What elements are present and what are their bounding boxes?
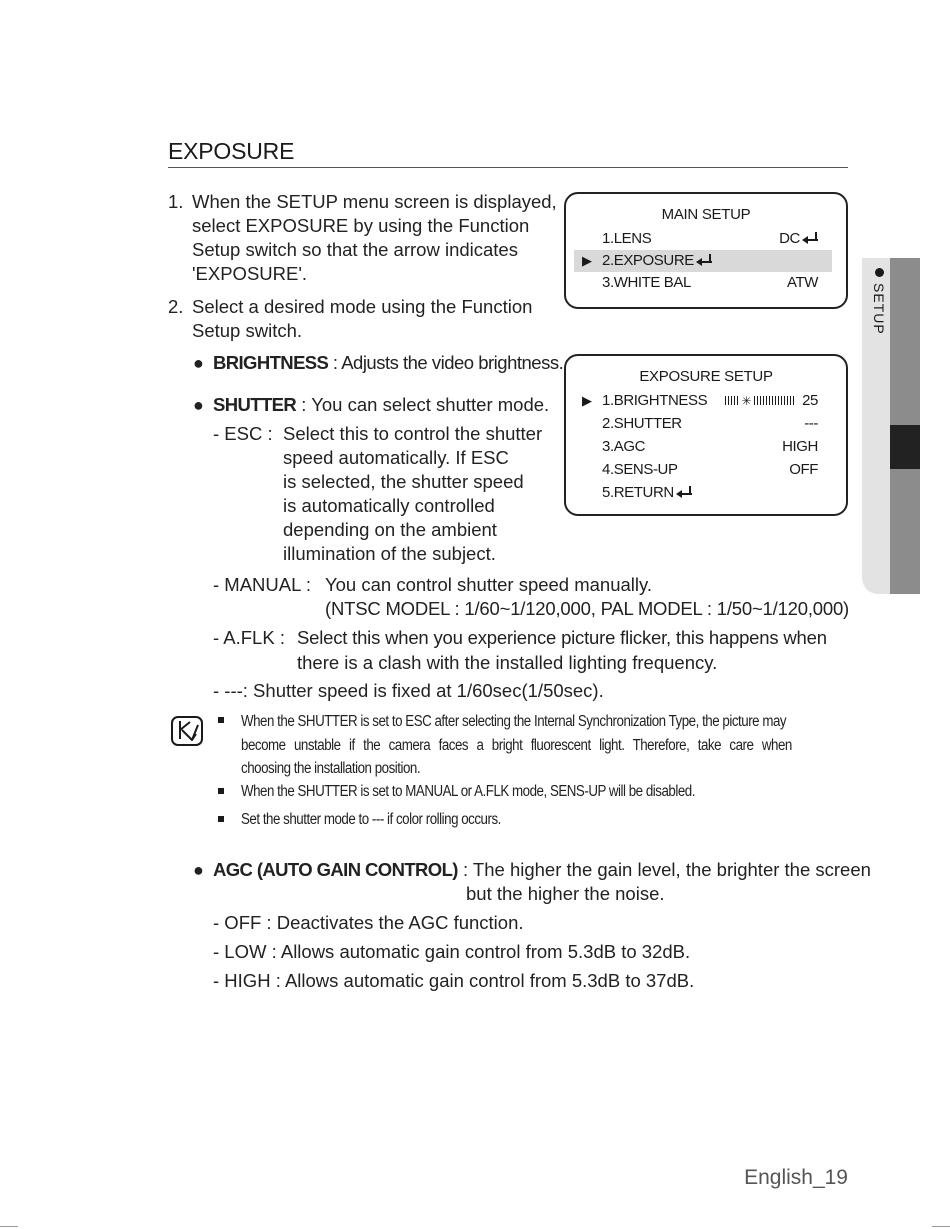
esc-label: - ESC : xyxy=(213,423,273,444)
note-line: When the SHUTTER is set to ESC after selecting the Internal Synchronization Type, the picture may xyxy=(241,713,787,730)
step-1-line: select EXPOSURE by using the Function xyxy=(192,215,530,236)
esc-line: Select this to control the shutter xyxy=(283,423,543,444)
osd-title: MAIN SETUP xyxy=(661,206,751,223)
agc-mode-text: Deactivates the AGC function. xyxy=(271,912,524,933)
osd-row-value: HIGH xyxy=(782,438,818,455)
osd-row-label: 3.WHITE BAL xyxy=(602,274,691,291)
esc-line: speed automatically. If ESC xyxy=(283,447,509,468)
agc-mode-low xyxy=(213,940,690,964)
osd-row-label: 2.EXPOSURE xyxy=(602,252,694,269)
shutter-term: SHUTTER xyxy=(213,394,297,415)
osd-row-lens xyxy=(602,228,818,250)
osd-title: EXPOSURE SETUP xyxy=(639,368,773,385)
step-2-line: Select a desired mode using the Function xyxy=(192,296,533,317)
selection-arrow-icon: ▶ xyxy=(582,393,592,408)
manual-label: - MANUAL : xyxy=(213,574,311,595)
aflk-line: there is a clash with the installed lighting frequency. xyxy=(297,652,718,673)
aflk-label: - A.FLK : xyxy=(213,627,285,648)
step-number: 1. xyxy=(168,191,184,212)
side-dot-icon xyxy=(875,268,884,277)
agc-mode-label: - HIGH : xyxy=(213,970,281,991)
osd-row-label: 3.AGC xyxy=(602,438,646,455)
bullet-icon: ● xyxy=(193,395,204,415)
step-1-line: Setup switch so that the arrow indicates xyxy=(192,239,518,260)
note-line: choosing the installation position. xyxy=(241,760,421,777)
agc-mode-label: - OFF : xyxy=(213,912,272,933)
page-number: English_19 xyxy=(744,1166,848,1189)
osd-row-value: 25 xyxy=(802,392,818,409)
osd-row-label: 2.SHUTTER xyxy=(602,415,682,432)
osd-row-return xyxy=(602,482,818,504)
note-line: become unstable if the camera faces a bright fluorescent light. Therefore, take care when xyxy=(241,736,792,754)
esc-line: is automatically controlled xyxy=(283,495,495,516)
note-line: When the SHUTTER is set to MANUAL or A.FLK mode, SENS-UP will be disabled. xyxy=(241,783,695,800)
enter-icon xyxy=(676,486,692,498)
aflk-line: Select this when you experience picture flicker, this happens when xyxy=(297,627,827,648)
fixed-item: - ---: Shutter speed is fixed at 1/60sec(1/50sec). xyxy=(213,680,604,701)
agc-desc-line: but the higher the noise. xyxy=(466,883,665,904)
agc-mode-high xyxy=(213,969,694,993)
note-icon xyxy=(170,715,204,747)
bullet-icon: ● xyxy=(193,860,204,880)
osd-row-label: 4.SENS-UP xyxy=(602,461,678,478)
osd-row-value: --- xyxy=(804,415,818,432)
note-bullet-icon xyxy=(218,816,224,822)
note-bullet-icon xyxy=(218,788,224,794)
brightness-slider xyxy=(725,393,794,408)
note-line: Set the shutter mode to --- if color rolling occurs. xyxy=(241,811,501,828)
brightness-term: BRIGHTNESS xyxy=(213,352,329,373)
osd-row-white-bal xyxy=(602,272,818,294)
slider-marker-icon: ✳ xyxy=(741,393,752,408)
selection-arrow-icon: ▶ xyxy=(582,253,592,268)
manual-line: You can control shutter speed manually. xyxy=(325,574,653,595)
osd-row-label: 1.LENS xyxy=(602,230,652,247)
osd-row-value: ATW xyxy=(786,274,818,291)
agc-term: AGC (AUTO GAIN CONTROL) xyxy=(213,859,458,880)
agc-mode-text: Allows automatic gain control from 5.3dB to 37dB. xyxy=(280,970,695,991)
note-bullet-icon xyxy=(218,717,224,723)
agc-mode-label: - LOW : xyxy=(213,941,277,962)
side-tab-label xyxy=(867,268,887,335)
esc-line: is selected, the shutter speed xyxy=(283,471,524,492)
crop-mark xyxy=(932,1226,950,1227)
agc-desc: : The higher the gain level, the brighter the screen xyxy=(457,859,871,880)
osd-row-brightness xyxy=(582,390,818,412)
enter-icon xyxy=(802,232,818,244)
esc-line: illumination of the subject. xyxy=(283,543,496,564)
shutter-desc: : You can select shutter mode. xyxy=(296,394,550,415)
crop-mark xyxy=(0,1226,18,1227)
osd-row-label: 5.RETURN xyxy=(602,484,674,501)
agc-mode-text: Allows automatic gain control from 5.3dB to 32dB. xyxy=(276,941,691,962)
bullet-icon: ● xyxy=(193,353,204,373)
osd-row-value: OFF xyxy=(789,461,818,478)
osd-row-agc xyxy=(602,436,818,458)
section-title: EXPOSURE xyxy=(168,138,848,168)
side-tab-marker xyxy=(890,425,920,469)
step-1-line: When the SETUP menu screen is displayed, xyxy=(192,191,557,212)
exposure-setup-osd xyxy=(564,354,848,516)
step-number: 2. xyxy=(168,296,184,317)
esc-line: depending on the ambient xyxy=(283,519,497,540)
brightness-desc: : Adjusts the video brightness. xyxy=(328,352,564,373)
osd-row-shutter xyxy=(602,413,818,435)
side-tab-text: SETUP xyxy=(871,283,887,335)
step-2-line: Setup switch. xyxy=(192,320,303,341)
osd-row-value: DC xyxy=(779,230,800,247)
agc-mode-off xyxy=(213,911,524,935)
osd-row-sens-up xyxy=(602,459,818,481)
manual-range: (NTSC MODEL : 1/60~1/120,000, PAL MODEL : 1/50~1/120,000) xyxy=(325,598,850,619)
osd-row-exposure xyxy=(574,250,832,272)
enter-icon xyxy=(696,254,712,266)
osd-row-label: 1.BRIGHTNESS xyxy=(602,392,708,409)
step-1-line: 'EXPOSURE'. xyxy=(192,263,308,284)
main-setup-osd xyxy=(564,192,848,309)
